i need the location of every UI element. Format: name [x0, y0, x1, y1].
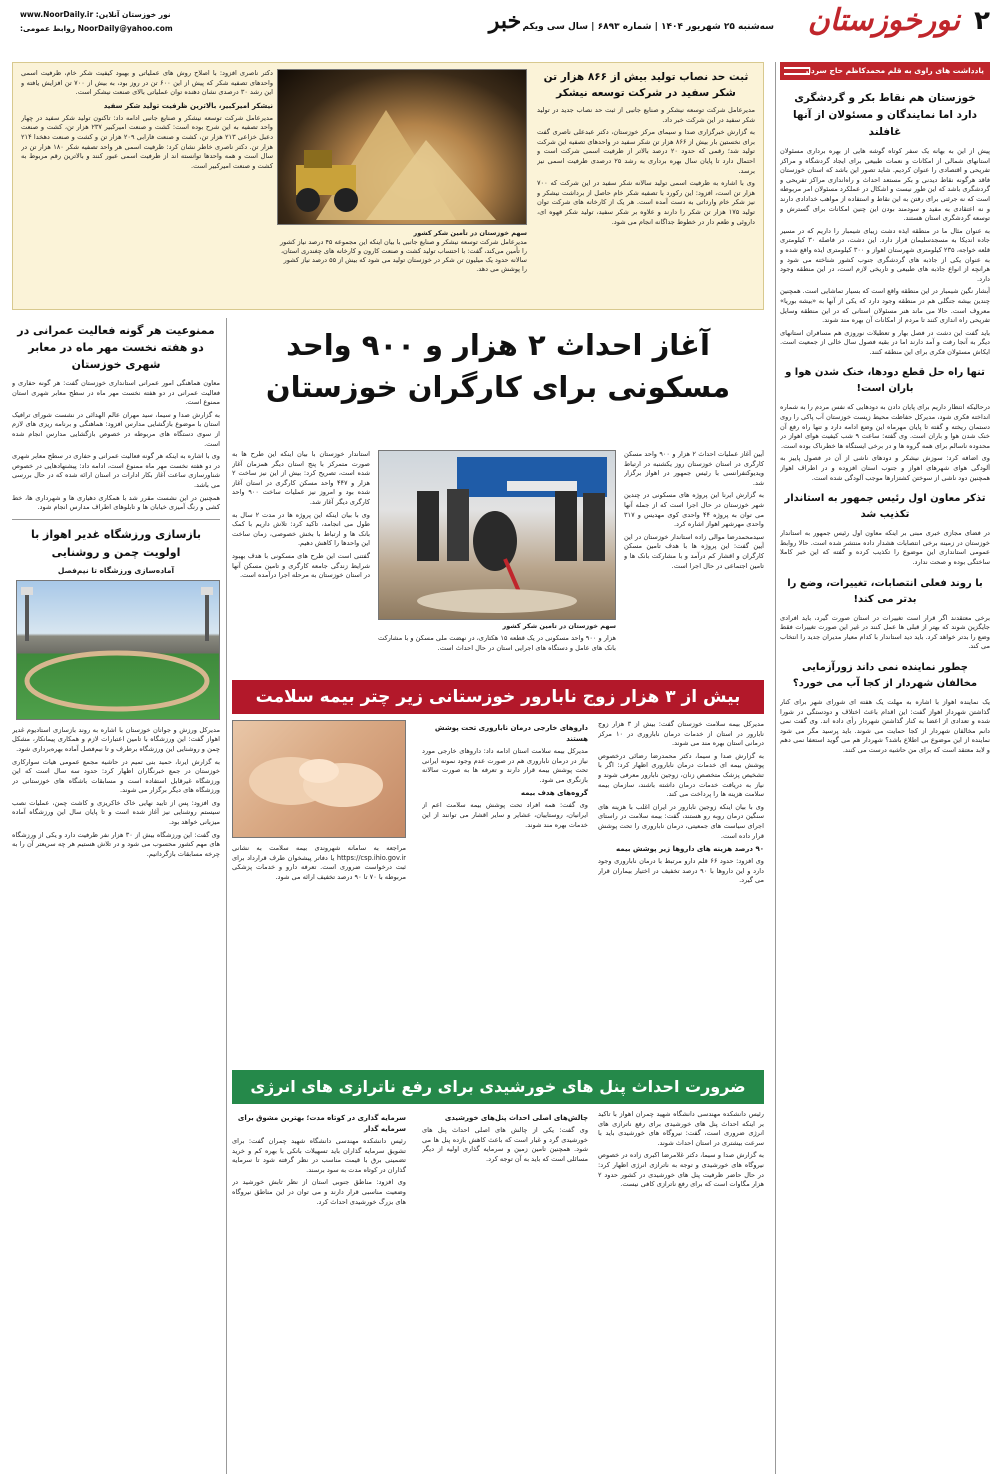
solar-banner: ضرورت احداث پنل های خورشیدی برای رفع ناترازی های انرژی: [232, 1070, 764, 1104]
left-headline-1: ممنوعیت هر گونه فعالیت عمرانی در دو هفته نخست مهر ماه در معابر شهری خوزستان: [17, 324, 215, 371]
page-number: ۲: [974, 6, 990, 36]
sugar-main-text: [537, 69, 755, 305]
left-divider: [12, 519, 220, 520]
stadium-illustration: [15, 581, 219, 721]
paragraph: یک نماینده اهواز با اشاره به مهلت یک هفته ای شورای شهر برای کنار گذاشتن شهردار اهواز گفت: این اقدام باعث اختلاف و دودستگی در شورا شده و تعدادی از اعضا به کنار گذاشتن شهردار رأی داده اند. وی گفت نمی دانم مخالفان شهردار از کجا حمایت می شوند. باید پرسید مگر می شود نماینده از این موضوع بی اطلاع باشد؟ شهردار هم می گوید استعفا نمی دهم و لابد معتقد است که برای من حاشیه درست می کنند.: [780, 697, 990, 754]
paragraph: وی افزود: پس از تایید نهایی خاک خاکریزی و کاشت چمن، عملیات نصب سیستم روشنایی نیز آغاز شده است و تا پایان سال این ورزشگاه آماده میزبانی خواهد بود.: [12, 798, 220, 827]
paragraph: وی گفت: این ورزشگاه بیش از ۳۰ هزار نفر ظرفیت دارد و یکی از ورزشگاه های مهم کشور محسوب می شود و در تلاش هستیم هر چه سریعتر آن را به چرخه مسابقات بازگردانیم.: [12, 830, 220, 858]
right-headline-2: تنها راه حل قطع دودها، خنک شدن هوا و باران است!: [785, 367, 985, 395]
site-line: نور خوزستان آنلاین: www.NoorDaily.ir: [20, 10, 171, 19]
paragraph: وی افزود: حدود ۶۶ قلم دارو مرتبط با درمان ناباروری وجود دارد و این داروها با ۹۰ درصد تخفیف در اختیار بیماران قرار می گیرد.: [598, 857, 764, 885]
left-column-divider: [226, 318, 227, 1474]
left-headline-2: بازسازی ورزشگاه غدیر اهواز با اولویت چمن و روشنایی: [30, 527, 202, 559]
ceremony-illustration: [377, 451, 615, 621]
paragraph: به گزارش خبرگزاری صدا و سیمای مرکز خوزستان، دکتر عبدعلی ناصری گفت برای نخستین بار بیش از ۸۶۶ هزار تن شکر سفید در واحدهای تصفیه این شرکت تولید شد؛ رقمی که حدود ۲۰ درصد بالاتر از ظرفیت اسمی شرکت است و احتمال دارد تا پایان سال بهره برداری به رشد ۲۵ درصدی ظرفیت اسمی نیز برسد.: [537, 128, 755, 175]
sugar-story: [12, 62, 764, 310]
paragraph: مدیرعامل شرکت توسعه نیشکر و صنایع جانبی از ثبت حد نصاب جدید در تولید شکر سفید در این شرکت خبر داد.: [537, 106, 755, 124]
right-headline-4: با روند فعلی انتصابات، تغییرات، وضع را بدتر می کند!: [787, 577, 983, 605]
insurance-story: [232, 720, 764, 1060]
insurance-col-1: [598, 720, 764, 1060]
right-headline-1: خوزستان هم نقاط بکر و گردشگری دارد اما نمایندگان و مسئولان از آنها غافلند: [792, 92, 978, 138]
paragraph: مدیرعامل شرکت توسعه نیشکر و صنایع جانبی ادامه داد: تاکنون تولید شکر سفید در چهار واحد تصفیه به این شرح بوده است: کشت و صنعت امیرکبیر ۲۳۷ هزار تن، کشت و صنعت دعبل خزاعی ۲۱۳ هزار تن، کشت و صنعت فارابی ۲۰۹ هزار تن و کشت و صنعت دهخدا ۲۱۴ هزار تن. دکتر ناصری خاطر نشان کرد: ظرفیت اسمی هر واحد تصفیه شکر ۱۸۰ هزار تن در سال است و همه واحدها توانسته اند از ظرفیت اسمی عبور کنند و بالاترین رقم مربوط به کشت و صنعت امیرکبیر است.: [21, 113, 273, 170]
insurance-subhead-3: گروه‌های هدف بیمه: [520, 789, 588, 798]
housing-headline: آغاز احداث ۲ هزار و ۹۰۰ واحد مسکونی برای کارگران خوزستان: [265, 328, 731, 404]
logo: نورخوزستان: [807, 3, 960, 38]
paragraph: به گزارش ایرنا این پروژه های مسکونی در چندین شهر خوزستان در حال اجرا است که از جمله آنها می توان به پروژه ۴۴ واحدی کوی مهدیس و ۳۱۷ واحدی مهرشهر اهواز اشاره کرد.: [624, 491, 764, 529]
loader-illustration: [276, 70, 526, 226]
sugar-headline: ثبت حد نصاب تولید بیش از ۸۶۶ هزار تن شکر سفید در شرکت توسعه نیشکر: [543, 71, 749, 99]
insurance-subhead-2: داروهای خارجی درمان ناباروری تحت پوشش هستند: [434, 724, 588, 743]
right-headline-5: چطور نماینده نمی داند زورآزمایی مخالفان شهردار از کجا آب می خورد؟: [792, 661, 978, 689]
solar-col-2: [422, 1110, 588, 1474]
insurance-col-3: [232, 844, 406, 1060]
right-body-2: [780, 403, 990, 483]
right-headline-3: تذکر معاون اول رئیس جمهور به استاندار تکذیب شد: [784, 493, 986, 521]
paragraph: وی گفت: همه افراد تحت پوشش بیمه سلامت اعم از ایرانیان، روستاییان، عشایر و سایر اقشار می توانند از این خدمات بهره مند شوند.: [422, 801, 588, 829]
housing-text-right: [624, 450, 764, 674]
insurance-col-2: [422, 720, 588, 1060]
right-body-3: [780, 529, 990, 567]
paragraph: مدیرکل ورزش و جوانان خوزستان با اشاره به روند بازسازی استادیوم غدیر اهواز گفت: این ورزشگاه با تامین اعتبارات لازم و همکاری پیمانکار، مشکل چمن و روشنایی این ورزشگاه برطرف و تا نیم‌فصل آماده بهره‌برداری شود.: [12, 725, 220, 753]
paragraph: آبشار نگین شیمبار در این منطقه واقع است که بسیار تماشایی است. همچنین چندین بیشه جنگلی هم در منطقه وجود دارد که یکی از آنها به «بیشه بوریا» معروف است. حالا می ماند هنر مسئولان استانی که در این منطقه وسایل تفریحی راه اندازی کنند تا مردم از امکانات آن بهره مند شوند.: [780, 287, 990, 325]
paragraph: به گزارش صدا و سیما، دکتر محمدرضا رضائی درخصوص پوشش بیمه ای خدمات درمان ناباروری اظهار کرد: اگر با تشخیص پزشک متخصص زنان، زوجین نابارور معرفی شوند و نیاز به دریافت خدمات درمان داشته باشند، سازمان بیمه سلامت هزینه ها را پرداخت می کند.: [598, 751, 764, 799]
paragraph: وی با بیان اینکه این پروژه ها در مدت ۲ سال به طول می انجامد، تاکید کرد: تلاش داریم با کمک بانک ها و ارتباط با بخش خصوصی، زمان ساخت این واحدها را کاهش دهیم.: [232, 510, 370, 548]
paragraph: به گزارش صدا و سیما، دکتر غلامرضا اکبری زاده در خصوص نیروگاه های خورشیدی و توجه به ناترازی انرژی اظهار کرد: در حال حاضر ظرفیت پنل های خورشیدی در کشور حدود ۲ هزار مگاوات است که برای رفع ناترازی کافی نیست.: [598, 1151, 764, 1189]
column-kicker: [780, 62, 990, 80]
sugar-side-text: [21, 69, 273, 305]
right-body-1: [780, 147, 990, 357]
paragraph: هزار و ۹۰۰ واحد مسکونی در یک قطعه ۱۵ هکتاری، در نهضت ملی مسکن و با مشارکت بانک های عامل و دستگاه های اجرایی استان در حال احداث است.: [378, 634, 616, 652]
caption-body: مدیرعامل شرکت توسعه نیشکر و صنایع جانبی با بیان اینکه این مجموعه ۴۵ درصد نیاز کشور را تأمین می‌کند، گفت: با احتساب تولید کشت و صنعت کارون و کارخانه های چغندری استان، سالانه حدود یک میلیون تن شکر در خوزستان تولید می شود که بیش از ۵۵ درصد نیاز کشور را پوشش می دهد.: [279, 238, 527, 273]
paragraph: مدیرکل بیمه سلامت استان ادامه داد: داروهای خارجی مورد نیاز در درمان ناباروری هم در صورت عدم وجود نمونه ایرانی تحت پوشش بیمه قرار دارند و تعرفه ها به صورت سالانه بازنگری می شود.: [422, 747, 588, 784]
solar-subhead-2: سرمایه گذاری در کوتاه مدت؛ بهترین مشوق برای سرمایه گذار: [237, 1114, 406, 1133]
solar-subhead-1: چالش‌های اصلی احداث پنل‌های خورشیدی: [444, 1114, 588, 1122]
paragraph: در فضای مجازی خبری مبنی بر اینکه معاون اول رئیس جمهور به استاندار خوزستان در زمینه برخی انتصابات هشدار داده منتشر شده است. حالا روابط عمومی استانداری این موضوع را تکذیب کرده و گفته که این خبر کاملا ساختگی بوده و صحت ندارد.: [780, 529, 990, 566]
solar-col-3: [232, 1110, 406, 1474]
solar-story: [232, 1110, 764, 1474]
paragraph: وی با اشاره به اینکه هر گونه فعالیت عمرانی و حفاری در سطح معابر شهری در دو هفته نخست مهر ماه ممنوع است، ادامه داد: پیشنهادهایی در خصوص شناورسازی ساعت آغاز بکار ادارات در استان ارائه شده که در حال بررسی می باشد.: [12, 452, 220, 489]
insurance-photo: [232, 720, 406, 838]
kicker-lines-icon: [784, 67, 810, 75]
paragraph: باید گفت این دشت در فصل بهار و تعطیلات نوروزی هم مسافران استانهای دیگر به آنجا رفت و آمد دارند اما در بقیه فصول سال خالی از جمعیت است. ایکاش مسئولان فکری برای این منطقه کنند.: [780, 328, 990, 356]
right-body-5: [780, 698, 990, 756]
right-column-divider: [775, 62, 776, 1474]
section-title: خبر: [488, 8, 522, 34]
paragraph: وی گفت: یکی از چالش های اصلی احداث پنل های خورشیدی گرد و غبار است که باعث کاهش بازده پنل ها می شود. همچنین تامین زمین و سرمایه گذاری اولیه از دیگر مسائلی است که باید به آن توجه کرد.: [422, 1126, 588, 1163]
insurance-subhead-1: ۹۰ درصد هزینه های داروها زیر پوشش بیمه: [616, 845, 764, 854]
paragraph: رئیس دانشکده مهندسی دانشگاه شهید چمران گفت: برای تشویق سرمایه گذاران باید تسهیلات بانکی با بهره کم و خرید تضمینی برق با قیمت مناسب در نظر گرفته شود تا سرمایه گذاران در کوتاه مدت به سود برسند.: [232, 1137, 406, 1174]
caption-title: سهم خوزستان در تأمین شکر کشور: [413, 229, 527, 237]
paragraph: رئیس دانشکده مهندسی دانشگاه شهید چمران اهواز با تاکید بر اینکه احداث پنل های خورشیدی برای رفع ناترازی های انرژی ضروری است، گفت: نیروگاه های خورشیدی باید با سرعت بیشتری در استان احداث شوند.: [598, 1110, 764, 1147]
masthead: [0, 0, 1000, 52]
paragraph: به گزارش صدا و سیما، سید مهران عالم الهدائی در نشست شورای ترافیک استان با موضوع بازگشایی مدارس افزود: هماهنگی و برنامه ریزی های لازم از سوی دستگاه های مربوطه در خصوص بازگشایی مدارس انجام شده است.: [12, 410, 220, 448]
paragraph: مدیرکل بیمه سلامت خوزستان گفت: بیش از ۳ هزار زوج نابارور در استان از خدمات درمان ناباروری در ۱۰ مرکز درمانی استان بهره مند می شوند.: [598, 720, 764, 748]
left-column: [12, 318, 220, 1474]
paragraph: همچنین در این نشست مقرر شد با همکاری دهیاری ها و شهرداری ها، خط کشی و رنگ آمیزی خیابان ها و تابلوهای اطراف مدارس انجام شود.: [12, 493, 220, 512]
housing-text-left: [232, 450, 370, 674]
paragraph: وی با بیان اینکه زوجین نابارور در ایران اغلب با هزینه های سنگین درمان روبه رو هستند، گفت: بیمه سلامت در راستای اجرای سیاست های جمعیتی، درمان ناباروری را تحت پوشش قرار داده است.: [598, 802, 764, 840]
stadium-photo: [16, 580, 220, 720]
email-line: NoorDaily@yahoo.com روابط عمومی:: [20, 24, 173, 33]
housing-text-under: [378, 634, 616, 674]
paragraph: وی افزود: مناطق جنوبی استان از نظر تابش خورشید در وضعیت مناسبی قرار دارند و می توان در این مناطق نیروگاه های بزرگ خورشیدی احداث کرد.: [232, 1178, 406, 1206]
paragraph: سیدمحمدرضا موالی زاده استاندار خوزستان در این آیین گفت: این پروژه ها با هدف تامین مسکن کارگران و اقشار کم درآمد و با مشارکت بانک ها و تامین اجتماعی در حال اجرا است.: [624, 532, 764, 570]
paragraph: استاندار خوزستان با بیان اینکه این طرح ها به صورت متمرکز با پنج استان دیگر همزمان آغاز شده است، تصریح کرد: بیش از این نیز ساخت ۲ هزار و ۴۴۷ واحد مسکن کارگری در استان آغاز شده بود و امروز نیز عملیات ساخت ۹۰۰ واحد کارگری دیگر آغاز شد.: [232, 450, 370, 506]
paragraph: گفتنی است این طرح های مسکونی با هدف بهبود شرایط زندگی جامعه کارگری و تامین مسکن آنها در استان خوزستان به مرحله اجرا درآمده است.: [232, 551, 370, 580]
paragraph: به عنوان مثال ما در منطقه ایذه دشت زیبای شیمبار را داریم که در مسیر جاده اندیکا به مسجدسلیمان قرار دارد. این دشت، در فاصله ۳۰ کیلومتری قلعه خواجه، ۲۳۵ کیلومتری شهرستان اهواز و ۳۰۰ کیلومتری ایذه واقع شده و به عنوان یکی از جاذبه های گردشگری جنوب کشور شناخته می شود و هرانچه از انواع جاذبه های طبیعی و تاریخی لازم است، در این منطقه وجود دارد.: [780, 226, 990, 283]
paragraph: آیین آغاز عملیات احداث ۲ هزار و ۹۰۰ واحد مسکن کارگری در استان خوزستان روز یکشنبه در ارتباط ویدیوکنفرانسی با رئیس جمهور در اهواز برگزار شد.: [624, 450, 764, 487]
sugar-caption: [277, 229, 527, 305]
paragraph: وی اضافه کرد: سوزش نیشکر و دودهای ناشی از آن در فصول پاییز به آلودگی هوای شهرهای اهواز و جنوب استان افزوده و در اطراف اهواز همچنین دود ناشی از سوختن کشتزارها موجب آلودگی شده است.: [780, 454, 990, 482]
paragraph: معاون هماهنگی امور عمرانی استانداری خوزستان گفت: هر گونه حفاری و فعالیت عمرانی در دو هفته نخست مهر ماه در سطح معابر شهری استان ممنوع است.: [12, 379, 220, 407]
paragraph: وی با اشاره به ظرفیت اسمی تولید سالانه شکر سفید در این شرکت که ۷۰۰ هزار تن است، افزود: این رکورد با تصفیه شکر خام حاصل از برداشت نیشکر و نیز شکر خام وارداتی به دست آمده است. هر یک از کارخانه های شرکت توان تولید ۱۷۵ هزار تن شکر را دارند و علاوه بر شکر سفید، تولید شکر قهوه ای، داروئی و طعم دار در خطوط جداگانه انجام می شود.: [537, 179, 755, 226]
kicker-text: یادداشت های راوی به قلم محمدکاظم حاج سردار: [804, 66, 984, 75]
sugar-photo: [277, 69, 527, 225]
housing-photo: [378, 450, 616, 620]
right-column: [780, 62, 990, 1474]
right-body-4: [780, 614, 990, 652]
paragraph: مراجعه به سامانه شهروندی بیمه سلامت به نشانی https://csp.ihio.gov.ir یا دفاتر پیشخوان طرف قرارداد برای ثبت درخواست ضروری است. تعرفه دارو و خدمات پزشکی مربوطه با ۷۰ تا ۹۰ درصد تخفیف ارائه می شود.: [232, 844, 406, 881]
paragraph: درحالیکه انتظار داریم برای پایان دادن به دودهایی که نفس مردم را به شماره انداخته فکری شود، مدیرکل حفاظت محیط زیست خوزستان آب پاکی را روی دستمان ریخته و گفته تا پایان مهرماه این وضع ادامه دارد و تنها راه رفع آن خنک شدن هوا و باران است. وی گفته: ساعت ۹ شب کیفیت هوای اهواز در محدوده ناسالم برای همه گروه ها و در برخی ایستگاه ها خطرناک بوده است.: [780, 403, 990, 450]
left-kicker-2: آماده‌سازی ورزشگاه تا نیم‌فصل: [57, 565, 175, 575]
housing-story: [232, 318, 764, 674]
paragraph: دکتر ناصری افزود: با اصلاح روش های عملیاتی و بهبود کیفیت شکر خام، ظرفیت اسمی واحدهای تصفیه شکر که پیش از این ۶۰۰ تن در روز بود، به بیش از ۷۰۰ تن افزایش یافته و این رشد ۳۰ درصدی نشان دهنده توان عملیاتی بالای صنعت نیشکر است.: [21, 69, 273, 97]
insurance-banner: بیش از ۳ هزار زوج نابارور خوزستانی زیر چتر بیمه سلامت: [232, 680, 764, 714]
date-line: سه‌شنبه ۲۵ شهریور ۱۴۰۴ | شماره ۶۸۹۳ | سال سی ویکم: [522, 22, 774, 32]
hands-illustration: [232, 721, 405, 839]
solar-col-1: [598, 1110, 764, 1474]
sugar-subhead: نیشکر امیرکبیر، بالاترین ظرفیت تولید شکر سفید: [103, 101, 273, 110]
housing-caption: سهم خوزستان در تامین شکر کشور: [502, 622, 616, 630]
paragraph: به گزارش ایرنا، حمید بنی تمیم در حاشیه مجمع عمومی هیات سوارکاری خوزستان در جمع خبرنگاران اظهار کرد: حدود سه سال است که این ورزشگاه غیرقابل استفاده است و مسابقات باشگاه های خوزستانی در ورزشگاه های دیگر برگزار می شوند.: [12, 757, 220, 795]
paragraph: پیش از این به بهانه یک سفر کوتاه گوشه هایی از بهره برداری مسئولان استانهای شمالی از امکانات و نعمات طبیعی برای ایجاد گردشگاه و مراکز تفریحی و اقتصادی را عنوان کردیم. شاید تصور این باشد که استان خوزستان فاقد هرگونه نقاط دیدنی و بکر مستعد احداث و راه‌اندازی مراکز تفریحی و گردشگری باشد که این طور نیست و اشکال در عملکرد مسئولان امر مربوطه است که نه جرئتی برای رفتن به این نقاط و استفاده از مواهب خدادادی دارند و نه اعتقادی به مفید و سودمند بودن این چنین امکانات برای گسترش و توسعه گردشگری استان هستند.: [780, 147, 990, 223]
paragraph: برخی معتقدند اگر قرار است تغییرات در استان صورت گیرد، باید افرادی جایگزین شوند که بهتر از قبلی ها عمل کنند در غیر این صورت تغییرات فقط وضع را بدتر خواهد کرد. باید دید استاندار با کدام معیار مدیران جدید را انتخاب می کند.: [780, 613, 990, 651]
